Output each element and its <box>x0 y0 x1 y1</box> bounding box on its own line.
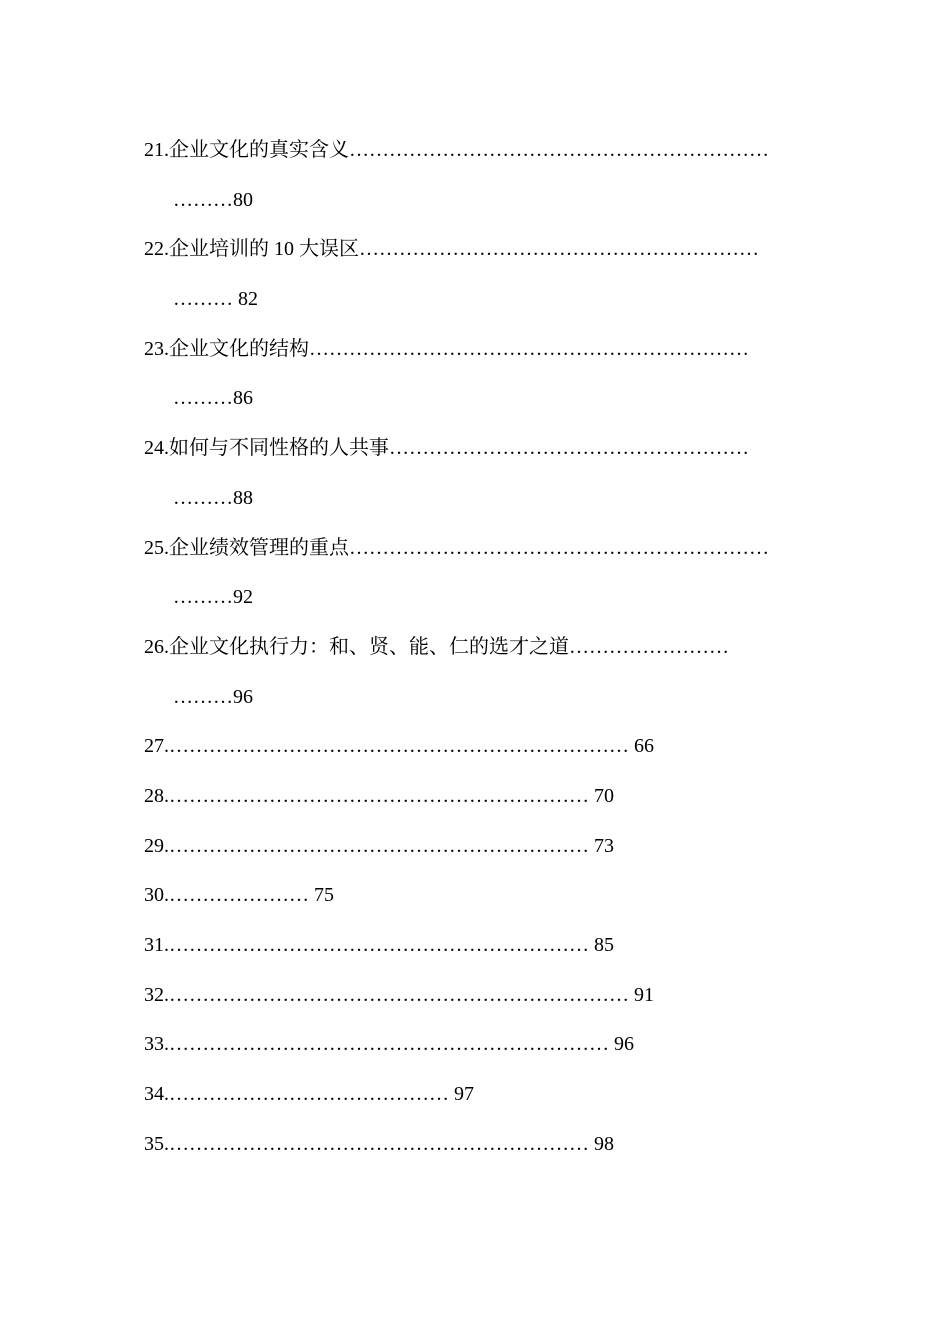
toc-entry-29: 29.……………………………………………………… 73 <box>144 834 614 857</box>
toc-entry-22-page: ……… 82 <box>173 288 258 311</box>
toc-entry-31: 31.……………………………………………………… 85 <box>144 934 614 956</box>
toc-entry-21-page: ………80 <box>173 188 253 211</box>
toc-entry-22: 22.企业培训的 10 大误区…………………………………………………… <box>144 238 759 261</box>
toc-entry-27: 27.…………………………………………………………… 66 <box>144 735 654 758</box>
toc-entry-25-page: ………92 <box>173 586 253 609</box>
toc-entry-30: 30.………………… 75 <box>144 884 334 907</box>
toc-entry-21: 21.企业文化的真实含义……………………………………………………… <box>144 139 769 161</box>
toc-entry-25: 25.企业绩效管理的重点……………………………………………………… <box>144 536 769 559</box>
toc-entry-23: 23.企业文化的结构………………………………………………………… <box>144 337 749 360</box>
toc-entry-33: 33.………………………………………………………… 96 <box>144 1033 634 1056</box>
toc-entry-34: 34.…………………………………… 97 <box>144 1083 474 1106</box>
toc-entry-24: 24.如何与不同性格的人共事……………………………………………… <box>144 437 749 460</box>
toc-entry-24-page: ………88 <box>173 486 253 509</box>
toc-entry-26-page: ………96 <box>173 685 253 708</box>
toc-entry-28: 28.……………………………………………………… 70 <box>144 784 614 807</box>
toc-entry-32: 32.…………………………………………………………… 91 <box>144 983 654 1006</box>
toc-entry-23-page: ………86 <box>173 387 253 410</box>
toc-entry-26: 26.企业文化执行力：和、贤、能、仁的选才之道…………………… <box>144 635 729 658</box>
table-of-contents <box>144 126 814 1169</box>
toc-entry-35: 35.……………………………………………………… 98 <box>144 1132 614 1155</box>
